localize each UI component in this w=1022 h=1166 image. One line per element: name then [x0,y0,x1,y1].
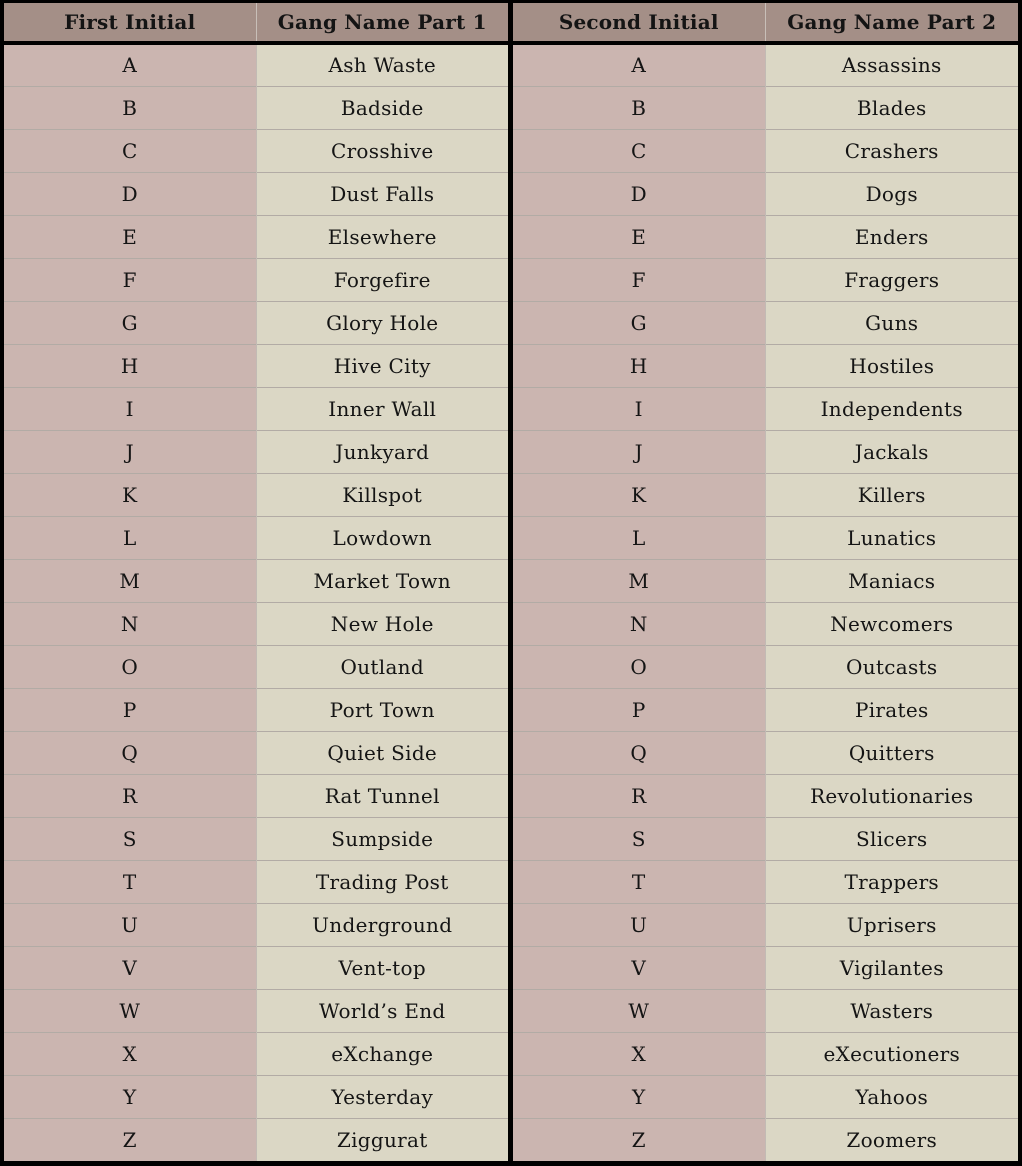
initial-cell: H [4,344,256,387]
gang-name-part-2-cell: Dogs [765,172,1018,215]
table-row [4,215,508,258]
initial-cell: J [4,430,256,473]
gang-name-part-2-cell: Zoomers [765,1118,1018,1161]
table-row [4,86,508,129]
table-row [513,1118,1018,1161]
table-row [513,946,1018,989]
initial-cell: H [513,344,765,387]
table-row [4,688,508,731]
table-row [4,430,508,473]
table-row [4,774,508,817]
gang-name-part-1-cell: Quiet Side [256,731,508,774]
gang-name-part-1-cell: World’s End [256,989,508,1032]
table-row [513,473,1018,516]
gang-name-part-1-cell: Market Town [256,559,508,602]
table-row [4,645,508,688]
gang-name-part-2-table [513,3,1018,1161]
table-row [4,473,508,516]
initial-cell: W [513,989,765,1032]
table-row [4,1118,508,1161]
initial-cell: P [4,688,256,731]
gang-name-part-1-cell: Vent-top [256,946,508,989]
table-row [4,258,508,301]
initial-cell: S [513,817,765,860]
initial-cell: I [4,387,256,430]
initial-cell: E [4,215,256,258]
table-row [513,301,1018,344]
initial-cell: X [4,1032,256,1075]
initial-cell: U [513,903,765,946]
initial-cell: D [513,172,765,215]
table-row [513,688,1018,731]
table-row [4,731,508,774]
initial-cell: V [4,946,256,989]
gang-name-part-2-cell: Revolutionaries [765,774,1018,817]
initial-cell: Z [4,1118,256,1161]
table-row [513,516,1018,559]
gang-name-part-2-cell: Trappers [765,860,1018,903]
initial-cell: N [4,602,256,645]
table-row [513,989,1018,1032]
column-header-gang-name-part-1: Gang Name Part 1 [256,3,508,43]
initial-cell: F [513,258,765,301]
column-header-first-initial: First Initial [4,3,256,43]
column-header-gang-name-part-2: Gang Name Part 2 [765,3,1018,43]
table-row [513,172,1018,215]
initial-cell: A [4,43,256,86]
initial-cell: Q [513,731,765,774]
gang-name-part-2-cell: eXecutioners [765,1032,1018,1075]
gang-name-part-1-cell: Dust Falls [256,172,508,215]
initial-cell: G [513,301,765,344]
gang-name-part-1-cell: Glory Hole [256,301,508,344]
table-row [513,731,1018,774]
gang-name-part-1-cell: Lowdown [256,516,508,559]
gang-name-part-1-cell: Outland [256,645,508,688]
table-row [513,774,1018,817]
table-row [513,129,1018,172]
table-row [4,559,508,602]
table-row [4,946,508,989]
gang-name-part-1-cell: Forgefire [256,258,508,301]
gang-name-part-1-cell: Killspot [256,473,508,516]
gang-name-part-1-cell: Yesterday [256,1075,508,1118]
table-row [4,344,508,387]
table-row [513,903,1018,946]
table-row [4,860,508,903]
table-row [513,817,1018,860]
table-row [4,43,508,86]
initial-cell: Q [4,731,256,774]
gang-name-part-1-cell: Sumpside [256,817,508,860]
table-row [513,645,1018,688]
gang-name-part-2-cell: Slicers [765,817,1018,860]
initial-cell: K [513,473,765,516]
table-row [513,387,1018,430]
initial-cell: B [513,86,765,129]
gang-name-part-1-cell: Port Town [256,688,508,731]
initial-cell: Y [4,1075,256,1118]
initial-cell: O [4,645,256,688]
gang-name-part-1-cell: Junkyard [256,430,508,473]
gang-name-part-1-cell: Trading Post [256,860,508,903]
gang-name-part-2-cell: Guns [765,301,1018,344]
gang-name-part-1-cell: eXchange [256,1032,508,1075]
gang-name-part-2-cell: Pirates [765,688,1018,731]
initial-cell: W [4,989,256,1032]
gang-name-part-1-cell: Badside [256,86,508,129]
gang-name-part-2-cell: Hostiles [765,344,1018,387]
initial-cell: A [513,43,765,86]
initial-cell: T [513,860,765,903]
gang-name-part-2-cell: Enders [765,215,1018,258]
table-row [513,43,1018,86]
gang-name-part-2-cell: Newcomers [765,602,1018,645]
table-row [4,301,508,344]
initial-cell: N [513,602,765,645]
initial-cell: M [4,559,256,602]
table-row [4,817,508,860]
gang-name-part-1-cell: Inner Wall [256,387,508,430]
initial-cell: X [513,1032,765,1075]
initial-cell: U [4,903,256,946]
gang-name-part-1-cell: Underground [256,903,508,946]
gang-name-part-1-cell: Hive City [256,344,508,387]
initial-cell: C [513,129,765,172]
table-row [4,1075,508,1118]
initial-cell: E [513,215,765,258]
initial-cell: T [4,860,256,903]
initial-cell: B [4,86,256,129]
gang-name-part-1-cell: Ziggurat [256,1118,508,1161]
table-row [513,86,1018,129]
column-header-second-initial: Second Initial [513,3,765,43]
initial-cell: I [513,387,765,430]
table-row [4,1032,508,1075]
table-body [4,43,508,1161]
gang-name-part-1-table [4,3,508,1161]
table-row [513,430,1018,473]
initial-cell: L [4,516,256,559]
gang-name-part-1-cell: Crosshive [256,129,508,172]
gang-name-part-2-cell: Maniacs [765,559,1018,602]
table-row [513,860,1018,903]
initial-cell: L [513,516,765,559]
gang-name-part-2-cell: Vigilantes [765,946,1018,989]
table-body [513,43,1018,1161]
initial-cell: Y [513,1075,765,1118]
table-row [513,1075,1018,1118]
initial-cell: O [513,645,765,688]
table-row [4,172,508,215]
header-row [513,3,1018,43]
initial-cell: M [513,559,765,602]
initial-cell: P [513,688,765,731]
table-row [4,129,508,172]
gang-name-part-2-cell: Fraggers [765,258,1018,301]
table-row [513,258,1018,301]
initial-cell: R [4,774,256,817]
table-row [4,903,508,946]
gang-name-part-2-cell: Outcasts [765,645,1018,688]
header-row [4,3,508,43]
initial-cell: V [513,946,765,989]
table-row [4,989,508,1032]
gang-name-part-2-cell: Yahoos [765,1075,1018,1118]
initial-cell: D [4,172,256,215]
gang-name-part-2-cell: Assassins [765,43,1018,86]
gang-name-part-2-cell: Blades [765,86,1018,129]
gang-name-part-2-cell: Uprisers [765,903,1018,946]
table-row [513,559,1018,602]
gang-name-part-2-cell: Jackals [765,430,1018,473]
gang-name-part-2-cell: Wasters [765,989,1018,1032]
table-row [4,602,508,645]
initial-cell: F [4,258,256,301]
gang-name-part-1-cell: Elsewhere [256,215,508,258]
gang-name-part-2-cell: Lunatics [765,516,1018,559]
gang-name-part-1-cell: Ash Waste [256,43,508,86]
gang-name-part-1-cell: New Hole [256,602,508,645]
initial-cell: J [513,430,765,473]
table-row [513,602,1018,645]
initial-cell: Z [513,1118,765,1161]
initial-cell: C [4,129,256,172]
initial-cell: K [4,473,256,516]
table-row [513,344,1018,387]
gang-name-part-2-cell: Killers [765,473,1018,516]
gang-name-part-1-cell: Rat Tunnel [256,774,508,817]
initial-cell: G [4,301,256,344]
initial-cell: S [4,817,256,860]
table-row [4,387,508,430]
table-row [4,516,508,559]
table-row [513,215,1018,258]
initial-cell: R [513,774,765,817]
gang-name-part-2-cell: Crashers [765,129,1018,172]
gang-name-part-2-cell: Quitters [765,731,1018,774]
gang-name-part-2-cell: Independents [765,387,1018,430]
table-row [513,1032,1018,1075]
